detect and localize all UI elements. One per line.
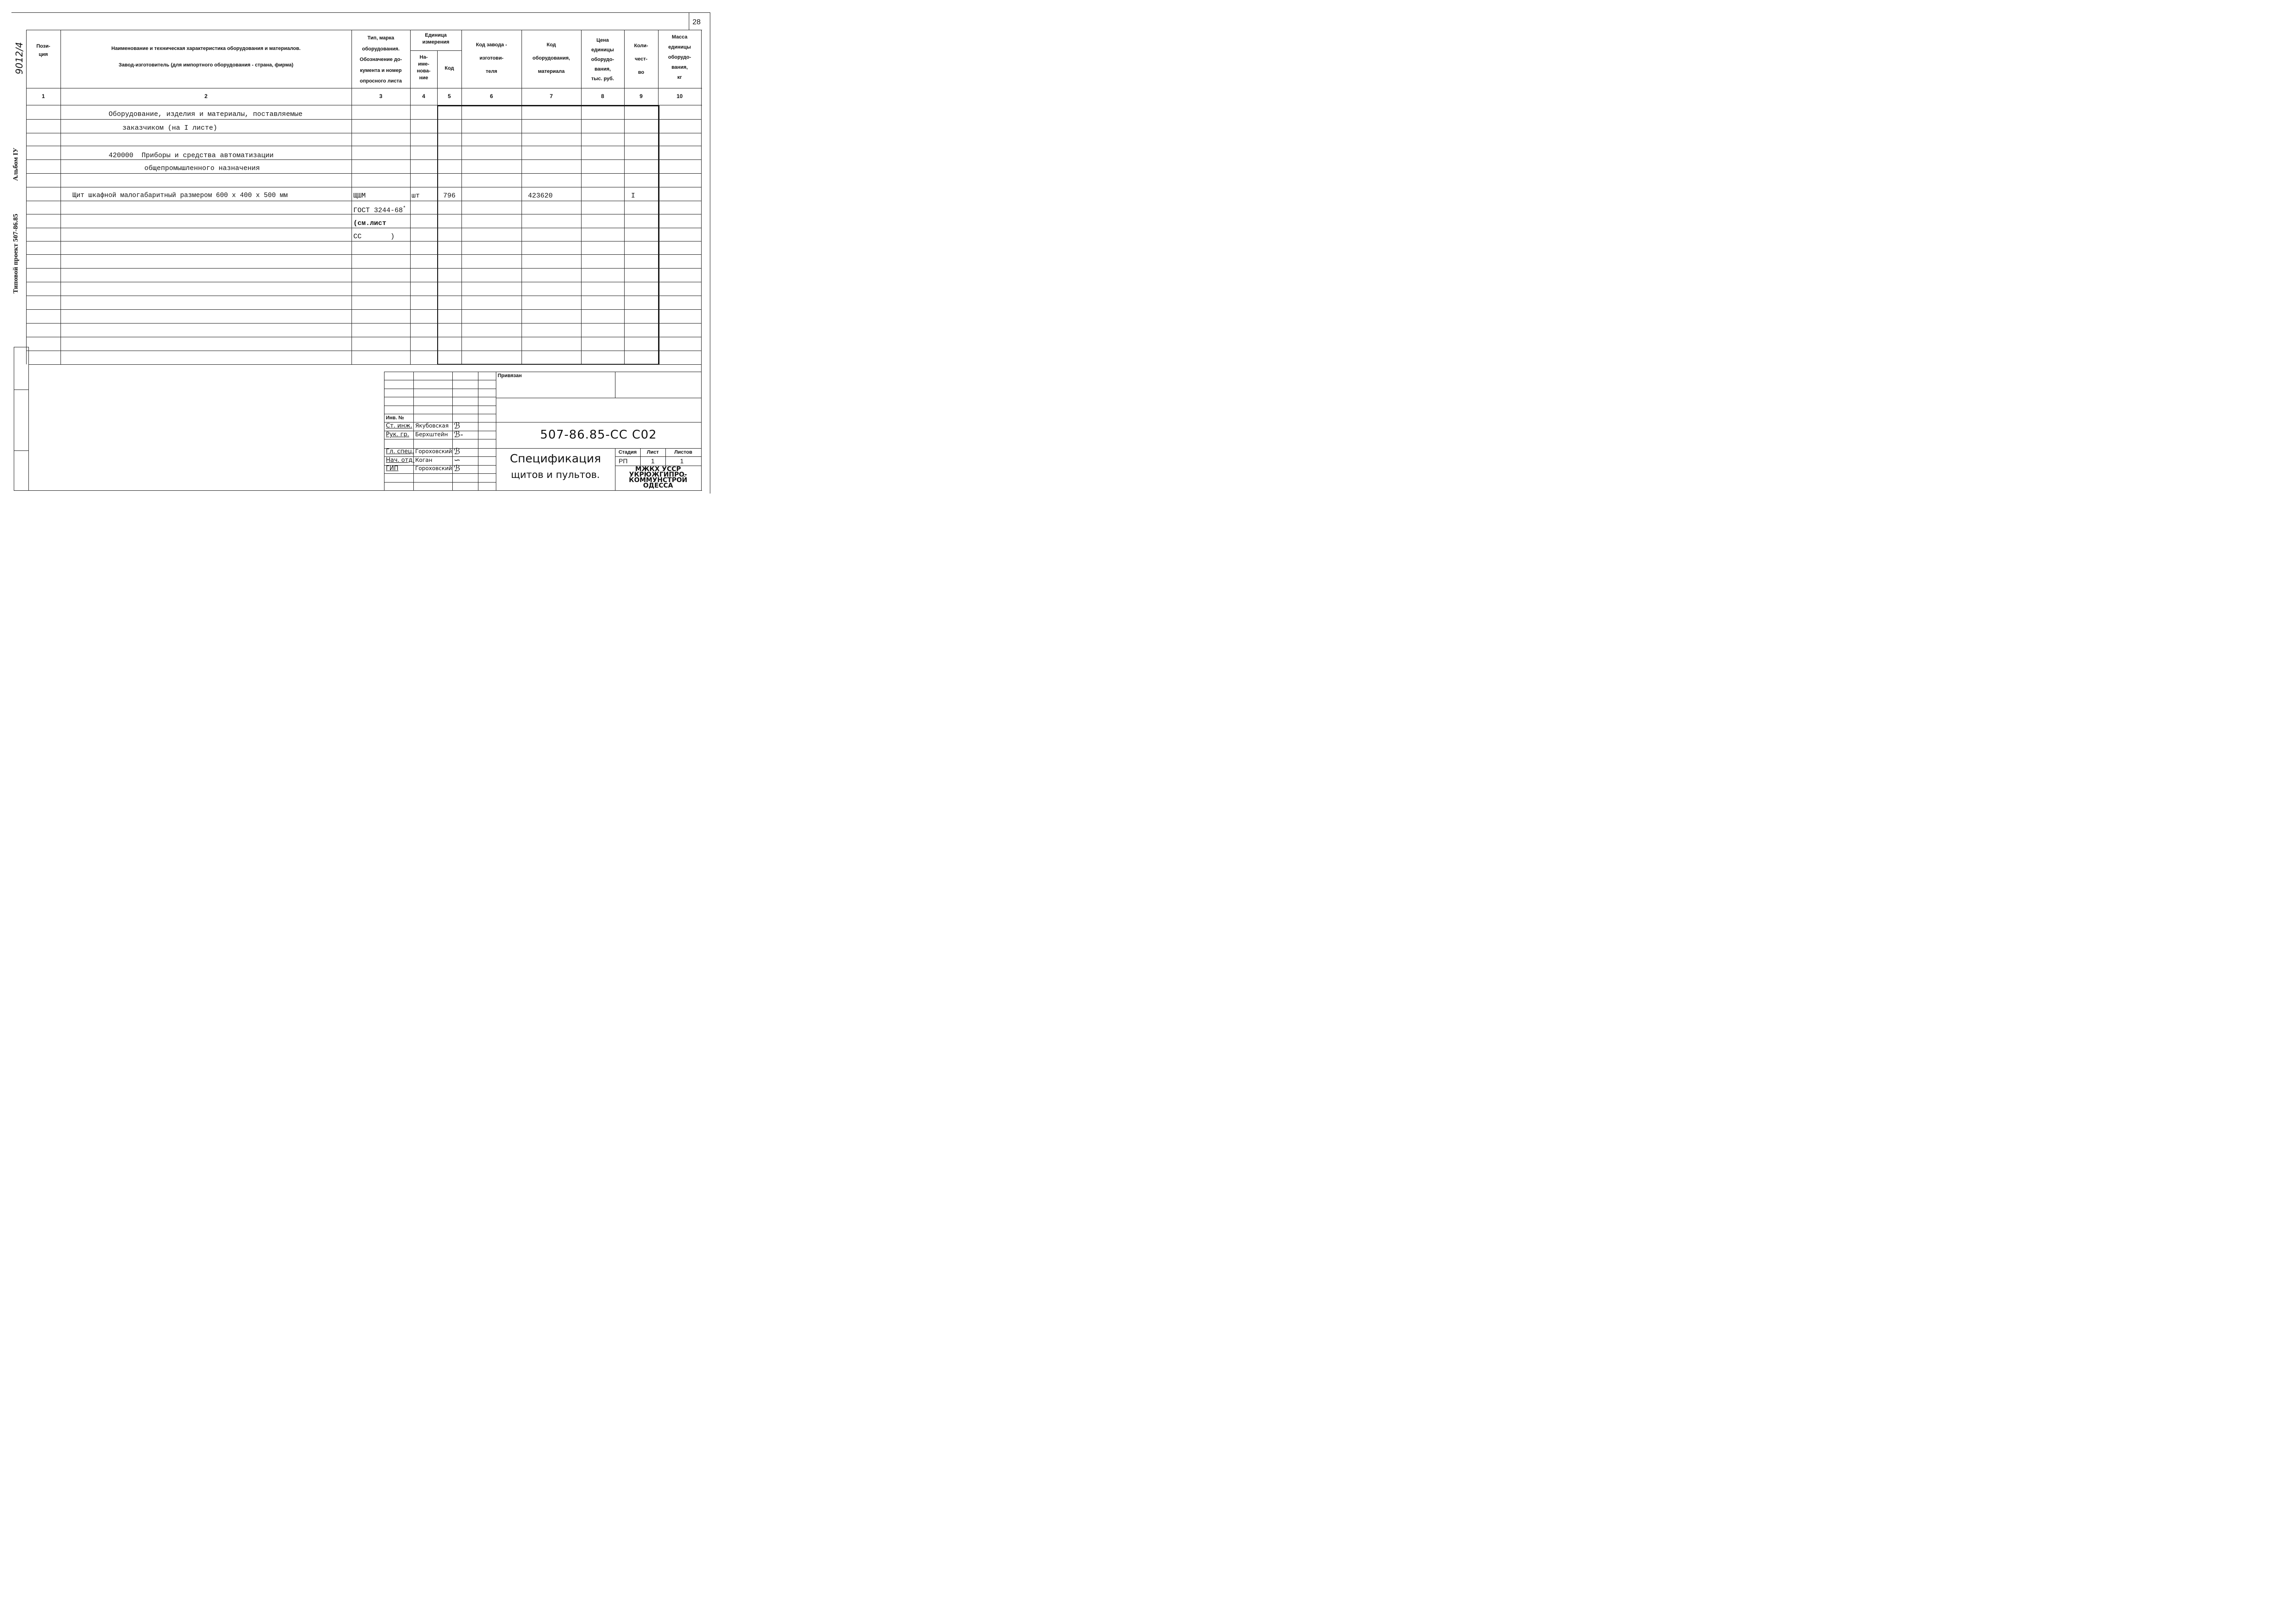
project-label: Типовой проект 507-86.85	[12, 214, 20, 294]
signature-row	[384, 448, 496, 456]
stage-label: Стадия	[618, 450, 637, 455]
col-sep-1	[60, 30, 61, 364]
stage-value: РП	[619, 457, 628, 465]
signature-role: Ст. инж.	[386, 422, 412, 429]
top-border-line	[11, 12, 710, 13]
colnum-7: 7	[549, 93, 553, 99]
colnum-3: 3	[379, 93, 383, 99]
signature-role: ГИП	[386, 465, 399, 472]
colnum-10: 10	[676, 93, 683, 99]
signature-mark: ℬ	[454, 464, 461, 473]
item-type-1: ЩШМ	[353, 192, 366, 200]
signature-row	[384, 457, 496, 465]
bound-label: Привязан	[498, 373, 522, 379]
colnum-4: 4	[422, 93, 425, 99]
sheet-number: 28	[692, 18, 701, 26]
table-left	[26, 30, 27, 364]
item-unit-code: 796	[443, 192, 456, 200]
table-row-line	[26, 159, 701, 160]
org-block: МЖКХ УССР УКРЮЖГИПРО- КОММУНСТРОЙ ОДЕССА	[629, 466, 687, 489]
doc-title-1: Спецификация	[510, 452, 601, 465]
signature-name: Коган	[415, 457, 433, 463]
item-equipment-code: 423620	[528, 192, 553, 200]
titleblock-row-line	[384, 473, 496, 474]
colnum-9: 9	[639, 93, 643, 99]
item-type-3: (см.лист	[353, 219, 387, 227]
header-name: Наименование и техническая характеристика оборудования и материалов. Завод-изготовитель (для импортного оборудования - страна, фирма)	[111, 46, 301, 68]
section-2-line-2: общепромышленного назначения	[144, 165, 260, 172]
doc-title-2: щитов и пультов.	[511, 469, 600, 480]
signature-name: Якубовская	[415, 422, 449, 429]
signature-role: Нач. отд.	[386, 457, 415, 464]
table-row-line	[26, 119, 701, 120]
signature-mark: ∽	[454, 455, 461, 465]
section-1-line-2: заказчиком (на I листе)	[122, 124, 218, 132]
colnum-1: 1	[42, 93, 45, 99]
header-unit: Единица измерения	[422, 33, 450, 45]
header-unit-name: На- име- нова- ние	[417, 55, 431, 81]
album-label: Альбом IУ	[12, 148, 20, 181]
item-unit: шт	[412, 192, 420, 200]
header-unit-code: Код	[445, 66, 454, 71]
archive-number: 9012/4	[14, 42, 25, 75]
colnum-5: 5	[448, 93, 451, 99]
titleblock-row-line	[384, 482, 496, 483]
sheet-value: 1	[651, 457, 655, 465]
header-mass: Масса единицы оборудо- вания, кг	[668, 34, 691, 80]
item-type-4: СС )	[353, 233, 395, 241]
signature-row	[384, 431, 496, 439]
thick-box	[437, 105, 659, 365]
bottom-border-line	[14, 490, 702, 491]
signature-name: Берхштейн	[415, 431, 448, 438]
doc-code: 507-86.85-СС С02	[540, 428, 657, 442]
titleblock-top	[28, 364, 701, 365]
inner-left-line	[28, 347, 29, 490]
section-1-line-1: Оборудование, изделия и материалы, поставляемые	[109, 110, 303, 118]
sheets-label: Листов	[674, 450, 692, 455]
table-row-line	[26, 254, 701, 255]
tb-h-right3	[496, 448, 701, 449]
header-type: Тип, марка оборудования. Обозначение до- кумента и номер опросного листа	[359, 35, 402, 84]
colnum-8: 8	[601, 93, 604, 99]
signature-row	[384, 465, 496, 473]
unit-header-split	[410, 50, 461, 51]
sheets-value: 1	[680, 457, 684, 465]
table-row-line	[26, 173, 701, 174]
colnum-2: 2	[204, 93, 208, 99]
signature-role: Гл. спец.	[386, 448, 414, 455]
inv-label: Инв. №	[386, 415, 404, 421]
header-equipment-code: Код оборудования, материала	[533, 42, 570, 74]
section-2-line-1: 420000 Приборы и средства автоматизации	[109, 152, 274, 159]
table-row-line	[26, 268, 701, 269]
item-name: Щит шкафной малогабаритный размером 600 x 400 x 500 мм	[72, 192, 288, 199]
header-quantity: Коли- чест- во	[634, 43, 648, 75]
signature-name: Гороховский	[415, 465, 452, 472]
signature-role: Рук. гр.	[386, 431, 409, 438]
table-row-line	[26, 309, 701, 310]
item-quantity: I	[631, 192, 636, 200]
signature-mark: ℬ-	[454, 430, 463, 439]
header-price: Цена единицы оборудо- вания, тыс. руб.	[591, 38, 614, 82]
table-row-line	[26, 323, 701, 324]
item-type-2: ГОСТ 3244-68*	[353, 206, 406, 214]
colnum-6: 6	[490, 93, 493, 99]
signature-row	[384, 422, 496, 431]
sheet-label: Лист	[647, 450, 659, 455]
tb-h-stage	[615, 456, 701, 457]
header-position: Пози- ция	[36, 44, 50, 57]
signature-mark: ℬ	[454, 421, 461, 431]
signature-name: Гороховский	[415, 448, 452, 455]
header-factory-code: Код завода - изготови- теля	[476, 42, 507, 74]
margin-stamp-mid2	[14, 450, 28, 451]
signature-mark: ℬ	[454, 447, 461, 456]
table-right	[701, 30, 702, 490]
